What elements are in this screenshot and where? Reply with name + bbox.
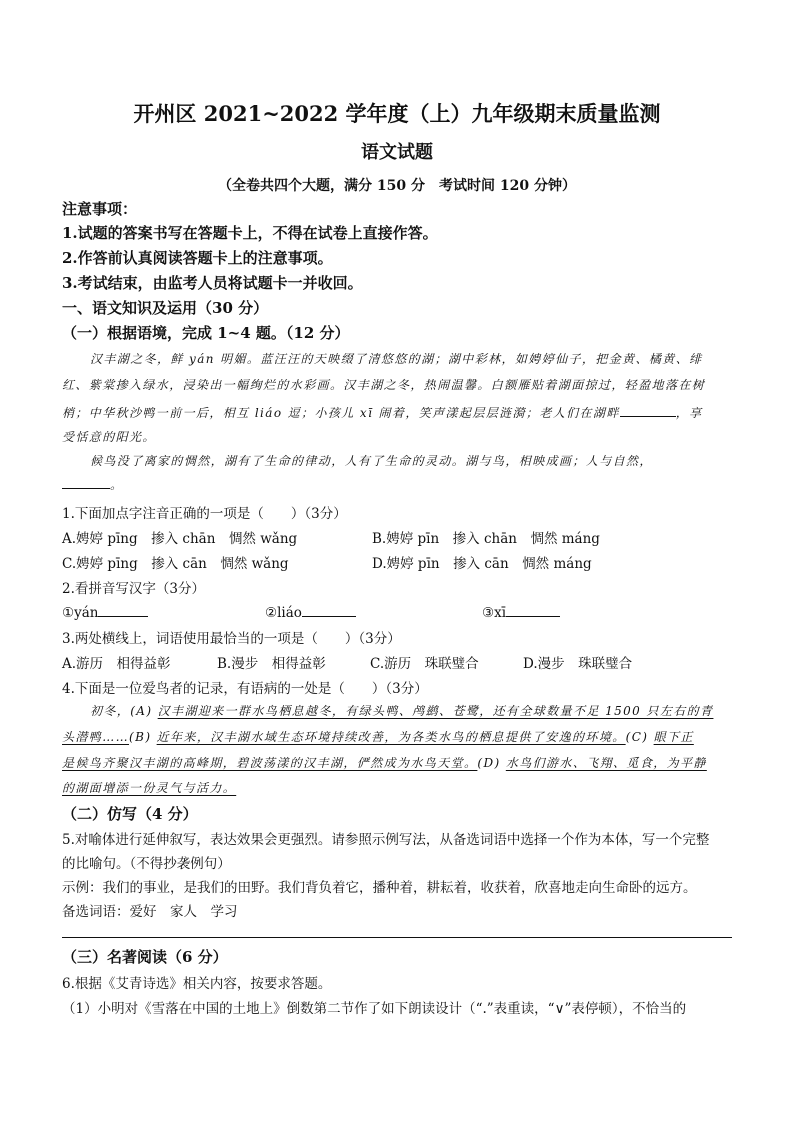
q4-line xyxy=(62,779,732,796)
answer-blank[interactable] xyxy=(506,602,560,617)
passage-text: 梢；中华秋沙鸭一前一后，相互 liáo 逗；小孩儿 xī 闹着，笑声漾起层层涟漪；老人们在湖畔 xyxy=(62,406,620,420)
passage-line: 红、紫棠掺入绿水，浸染出一幅绚烂的水彩画。汉丰湖之冬，热闹温馨。白额雁贴着湖面掠过，轻盈地落在树 xyxy=(62,378,706,392)
q2-item: ③xī xyxy=(482,602,560,621)
note-item: 1.试题的答案书写在答题卡上，不得在试卷上直接作答。 xyxy=(62,224,438,242)
exam-subject: 语文试题 xyxy=(361,142,433,163)
part2-heading: （二）仿写（4 分） xyxy=(62,805,198,823)
answer-blank[interactable] xyxy=(302,602,356,617)
q1-option-d[interactable]: D.娉婷 pīn 掺入 cān 惆然 máng xyxy=(372,556,592,572)
q6-sub1: （1）小明对《雪落在中国的土地上》倒数第二节作了如下朗读设计（“.”表重读，“∨”表停顿），不恰当的 xyxy=(62,1001,687,1017)
section-heading: 一、语文知识及运用（30 分） xyxy=(62,299,269,317)
q4-sentence-b[interactable]: 近年来，汉丰湖水域生态环境持续改善，为各类水鸟的栖息提供了安逸的环境。 xyxy=(156,730,626,744)
q4-line: 头潜鸭……(B) 近年来，汉丰湖水域生态环境持续改善，为各类水鸟的栖息提供了安逸的环境。(C) 眼下正 xyxy=(62,730,694,744)
q4-sentence-d[interactable]: 的湖面增添一份灵气与活力。 xyxy=(62,781,237,795)
passage-line: 汉丰湖之冬，鲜 yán 明媚。蓝汪汪的天映缀了清悠悠的湖；湖中彩林，如娉婷仙子，把金黄、橘黄、绯 xyxy=(90,352,703,366)
q3-option-d[interactable]: D.漫步 珠联璧合 xyxy=(523,656,633,672)
q3-option-b[interactable]: B.漫步 相得益彰 xyxy=(217,656,326,672)
q1-option-c[interactable]: C.娉婷 pīng 掺入 cān 惆然 wǎng xyxy=(62,556,289,572)
passage-line: 。 xyxy=(62,474,732,493)
passage-text: ，享 xyxy=(675,406,703,420)
divider xyxy=(62,937,732,938)
q5-stem: 的比喻句。（不得抄袭例句） xyxy=(62,856,231,872)
q4-line: 初冬，(A) 汉丰湖迎来一群水鸟栖息越冬，有绿头鸭、鸬鹚、苍鹭，还有全球数量不足 1500 只左右的青 xyxy=(90,704,714,718)
part3-heading: （三）名著阅读（6 分） xyxy=(62,948,228,966)
exam-info: （全卷共四个大题，满分 150 分 考试时间 120 分钟） xyxy=(218,178,576,194)
q5-options: 备选词语：爱好 家人 学习 xyxy=(62,904,238,920)
exam-title: 开州区 2021~2022 学年度（上）九年级期末质量监测 xyxy=(133,101,661,126)
q4-sentence-a[interactable]: 头潜鸭…… xyxy=(62,730,130,744)
answer-blank[interactable] xyxy=(98,602,148,617)
q3-option-a[interactable]: A.游历 相得益彰 xyxy=(62,656,171,672)
notes-heading: 注意事项： xyxy=(62,200,138,218)
answer-blank[interactable] xyxy=(62,474,110,489)
note-item: 3.考试结束，由监考人员将试题卡一并收回。 xyxy=(62,274,363,292)
q2-item: ①yán xyxy=(62,602,148,621)
q4-stem: 4.下面是一位爱鸟者的记录，有语病的一处是（ ）（3分） xyxy=(62,681,428,697)
answer-blank[interactable] xyxy=(620,402,676,417)
note-item: 2.作答前认真阅读答题卡上的注意事项。 xyxy=(62,249,333,267)
q4-sentence-c[interactable]: 眼下正 xyxy=(653,730,694,744)
q3-stem: 3.两处横线上，词语使用最恰当的一项是（ ）（3分） xyxy=(62,631,401,647)
q3-option-c[interactable]: C.游历 珠联璧合 xyxy=(370,656,479,672)
q5-example: 示例：我们的事业，是我们的田野。我们背负着它，播种着，耕耘着，收获着，欣喜地走向生命卧的远方。 xyxy=(62,880,697,896)
part1-heading: （一）根据语境，完成 1~4 题。（12 分） xyxy=(62,324,350,342)
q1-option-a[interactable]: A.娉婷 pīng 掺入 chān 惆然 wǎng xyxy=(62,531,298,547)
q4-sentence-d[interactable]: 水鸟们游水、飞翔、觅食，为平静 xyxy=(505,756,707,770)
passage-line xyxy=(62,402,732,421)
q1-stem: 1.下面加点字注音正确的一项是（ ）（3分） xyxy=(62,506,347,522)
q2-item: ②liáo xyxy=(265,602,356,621)
q4-sentence-c[interactable]: 是候鸟齐聚汉丰湖的高峰期，碧波荡漾的汉丰湖，俨然成为水鸟天堂。 xyxy=(62,756,478,770)
passage-line: 候鸟没了离家的惆然，湖有了生命的律动，人有了生命的灵动。湖与鸟，相映成画；人与自然， xyxy=(90,454,653,468)
q5-stem: 5.对喻体进行延伸叙写，表达效果会更强烈。请参照示例写法，从备选词语中选择一个作为本体，写一个完整 xyxy=(62,832,710,848)
q1-option-b[interactable]: B.娉婷 pīn 掺入 chān 惆然 máng xyxy=(372,531,600,547)
q4-line: 是候鸟齐聚汉丰湖的高峰期，碧波荡漾的汉丰湖，俨然成为水鸟天堂。(D) 水鸟们游水、飞翔、觅食，为平静 xyxy=(62,756,707,770)
q6-stem: 6.根据《艾青诗选》相关内容，按要求答题。 xyxy=(62,976,332,992)
q4-sentence-a[interactable]: 汉丰湖迎来一群水鸟栖息越冬，有绿头鸭、鸬鹚、苍鹭，还有全球数量不足 1500 只左右的青 xyxy=(157,704,714,718)
passage-line: 受恬意的阳光。 xyxy=(62,430,156,444)
q2-stem: 2.看拼音写汉字（3分） xyxy=(62,581,205,597)
